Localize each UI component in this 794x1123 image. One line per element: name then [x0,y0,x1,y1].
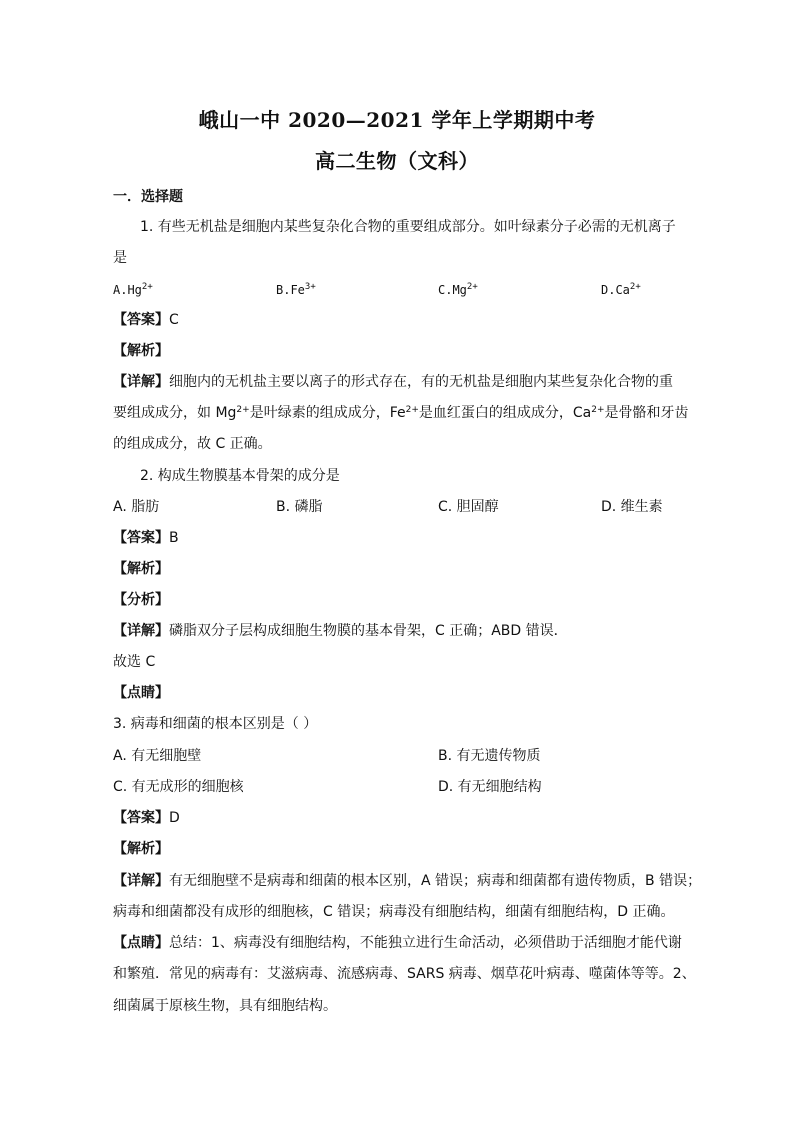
q1-option-d-letter: D. [601,283,616,297]
q3-answer [113,808,180,828]
q1-option-d-sup: 2+ [629,282,641,292]
q2-option-a: A. 脂肪 [113,499,160,515]
q1-detail-line3: 的组成成分，故 C 正确。 [113,436,272,452]
q3-dianjing-text1: 总结：1、病毒没有细胞结构，不能独立进行生命活动，必须借助于活细胞才能代谢 [169,935,682,951]
q1-detail-line2-a: 要组成成分，如 Mg [113,405,237,421]
q1-stem-line2: 是 [113,250,127,266]
q1-option-a-sup: 2+ [141,282,153,292]
q1-answer [113,310,179,330]
q3-analysis-label: 【解析】 [113,841,169,857]
q3-detail-line2: 病毒和细菌都没有成形的细胞核，C 错误；病毒没有细胞结构，细菌有细胞结构，D 正确。 [113,904,675,920]
q1-detail-line2 [113,403,689,423]
q1-option-d-base: Ca [615,283,630,297]
q1-detail-line2-b: 是叶绿素的组成成分，Fe [249,405,406,421]
q2-option-b: B. 磷脂 [276,499,323,515]
q1-detail-line2-sup3: 2+ [591,405,605,415]
q1-detail-line2-c: 是血红蛋白的组成成分，Ca [418,405,592,421]
q3-dianjing-line1 [113,933,682,953]
q3-answer-label: 【答案】 [113,810,169,826]
q3-dianjing-line2: 和繁殖．常见的病毒有：艾滋病毒、流感病毒、SARS 病毒、烟草花叶病毒、噬菌体等等。2、 [113,966,696,982]
q3-stem: 3. 病毒和细菌的根本区别是（ ） [113,716,318,732]
q3-answer-value: D [169,810,180,826]
q1-option-b-letter: B. [276,283,291,297]
q2-fenxi-label: 【分析】 [113,592,169,608]
q1-detail-text1: 细胞内的无机盐主要以离子的形式存在，有的无机盐是细胞内某些复杂化合物的重 [169,374,673,390]
q1-option-b [276,280,316,300]
q3-detail-text1: 有无细胞壁不是病毒和细菌的根本区别，A 错误；病毒和细菌都有遗传物质，B 错误； [169,873,702,889]
q1-option-c-base: Mg [452,283,467,297]
q1-option-a [113,280,153,300]
section-heading: 一．选择题 [113,189,183,205]
q2-answer-value: B [169,530,179,546]
q1-option-a-base: Hg [127,283,142,297]
q1-option-c-sup: 2+ [466,282,478,292]
q3-option-c: C. 有无成形的细胞核 [113,779,244,795]
q1-option-b-sup: 3+ [304,282,316,292]
q3-option-a: A. 有无细胞壁 [113,748,202,764]
q1-option-d [601,280,641,300]
q1-answer-value: C [169,312,179,328]
q2-choose: 故选 C [113,654,156,670]
q1-detail-line2-d: 是骨骼和牙齿 [604,405,689,421]
q3-detail-line1 [113,871,701,891]
q1-option-a-letter: A. [113,283,128,297]
q3-dianjing-line3: 细菌属于原核生物，具有细胞结构。 [113,998,337,1014]
document-subtitle: 高二生物（文科） [315,149,479,173]
q1-detail-line1 [113,372,673,392]
q2-stem: 2. 构成生物膜基本骨架的成分是 [140,468,340,484]
q3-option-d: D. 有无细胞结构 [438,779,542,795]
q2-detail-text: 磷脂双分子层构成细胞生物膜的基本骨架，C 正确；ABD 错误． [169,623,568,639]
q2-detail [113,621,568,641]
q1-option-c [438,280,478,300]
document-title: 峨山一中 2020—2021 学年上学期期中考 [198,108,596,132]
q2-detail-label: 【详解】 [113,623,169,639]
q2-option-c: C. 胆固醇 [438,499,499,515]
q2-analysis-label: 【解析】 [113,561,169,577]
q1-stem-line1: 1. 有些无机盐是细胞内某些复杂化合物的重要组成部分。如叶绿素分子必需的无机离子 [140,219,676,235]
q1-detail-line2-sup2: 2+ [405,405,419,415]
q1-analysis-label: 【解析】 [113,343,169,359]
q1-option-c-letter: C. [438,283,453,297]
q1-detail-line2-sup1: 2+ [236,405,250,415]
q2-answer [113,528,179,548]
q1-option-b-base: Fe [290,283,305,297]
q3-option-b: B. 有无遗传物质 [438,748,541,764]
q2-option-d: D. 维生素 [601,499,663,515]
q1-answer-label: 【答案】 [113,312,169,328]
q3-dianjing-label: 【点睛】 [113,935,169,951]
q2-answer-label: 【答案】 [113,530,169,546]
q2-dianjing-label: 【点睛】 [113,685,169,701]
q3-detail-label: 【详解】 [113,873,169,889]
q1-detail-label: 【详解】 [113,374,169,390]
